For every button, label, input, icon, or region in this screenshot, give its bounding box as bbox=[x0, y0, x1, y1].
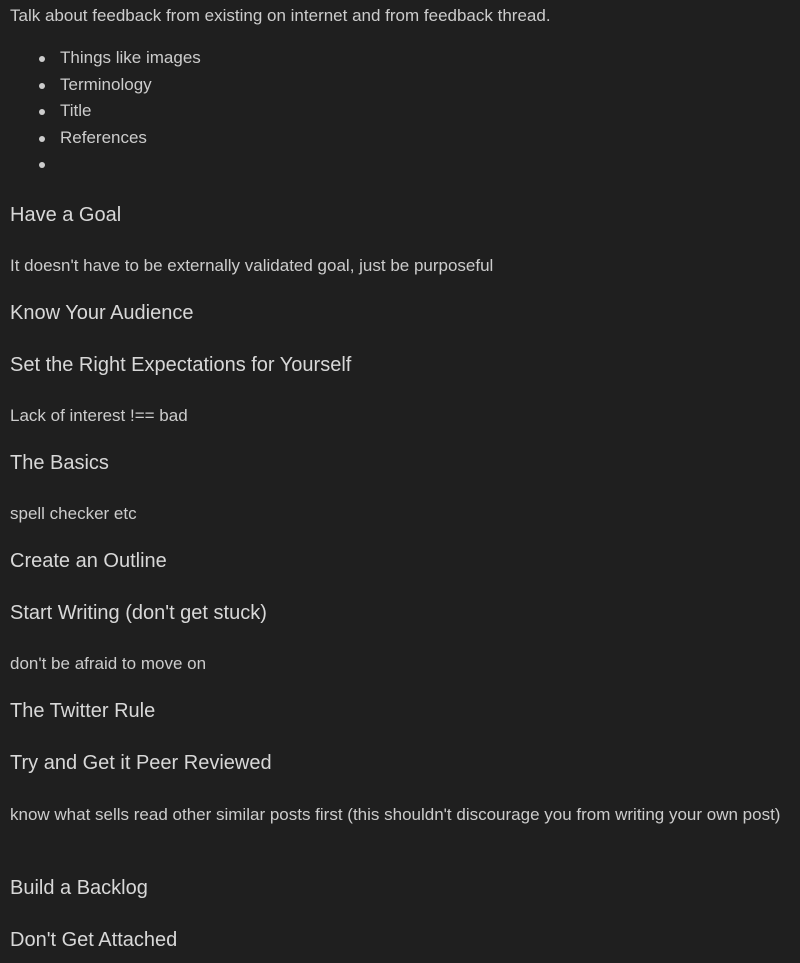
note-set-expectations: Lack of interest !== bad bbox=[10, 406, 188, 425]
list-item-text: Things like images bbox=[60, 48, 201, 67]
bullet-icon bbox=[39, 56, 45, 62]
list-item-text: Terminology bbox=[60, 74, 152, 94]
heading-the-basics: The Basics bbox=[10, 452, 109, 474]
heading-twitter-rule: The Twitter Rule bbox=[10, 700, 156, 722]
note-start-writing: don't be afraid to move on bbox=[10, 654, 207, 673]
bullet-icon bbox=[39, 136, 45, 142]
heading-peer-reviewed: Try and Get it Peer Reviewed bbox=[10, 752, 272, 774]
list-item bbox=[0, 151, 201, 178]
heading-set-expectations: Set the Right Expectations for Yourself bbox=[10, 354, 352, 376]
list-item bbox=[0, 98, 201, 125]
note-peer-reviewed: know what sells read other similar posts first (this shouldn't discourage you from writing your own post) bbox=[10, 805, 781, 824]
heading-start-writing: Start Writing (don't get stuck) bbox=[10, 602, 267, 624]
list-item bbox=[0, 72, 201, 99]
list-item bbox=[0, 125, 201, 152]
list-item-text: Title bbox=[60, 101, 92, 120]
bullet-icon bbox=[39, 162, 45, 168]
bullet-icon bbox=[39, 109, 45, 115]
note-the-basics: spell checker etc bbox=[10, 504, 137, 523]
heading-create-outline: Create an Outline bbox=[10, 550, 167, 572]
intro-paragraph: Talk about feedback from existing on internet and from feedback thread. bbox=[10, 6, 551, 25]
bullet-list bbox=[0, 45, 201, 178]
list-item bbox=[0, 45, 201, 72]
bullet-icon bbox=[39, 83, 45, 89]
heading-have-a-goal: Have a Goal bbox=[10, 204, 122, 226]
heading-dont-get-attached: Don't Get Attached bbox=[10, 929, 178, 951]
note-have-a-goal: It doesn't have to be externally validated goal, just be purposeful bbox=[10, 256, 494, 275]
heading-build-backlog: Build a Backlog bbox=[10, 877, 148, 899]
list-item-text: References bbox=[60, 127, 147, 147]
heading-know-your-audience: Know Your Audience bbox=[10, 302, 194, 324]
